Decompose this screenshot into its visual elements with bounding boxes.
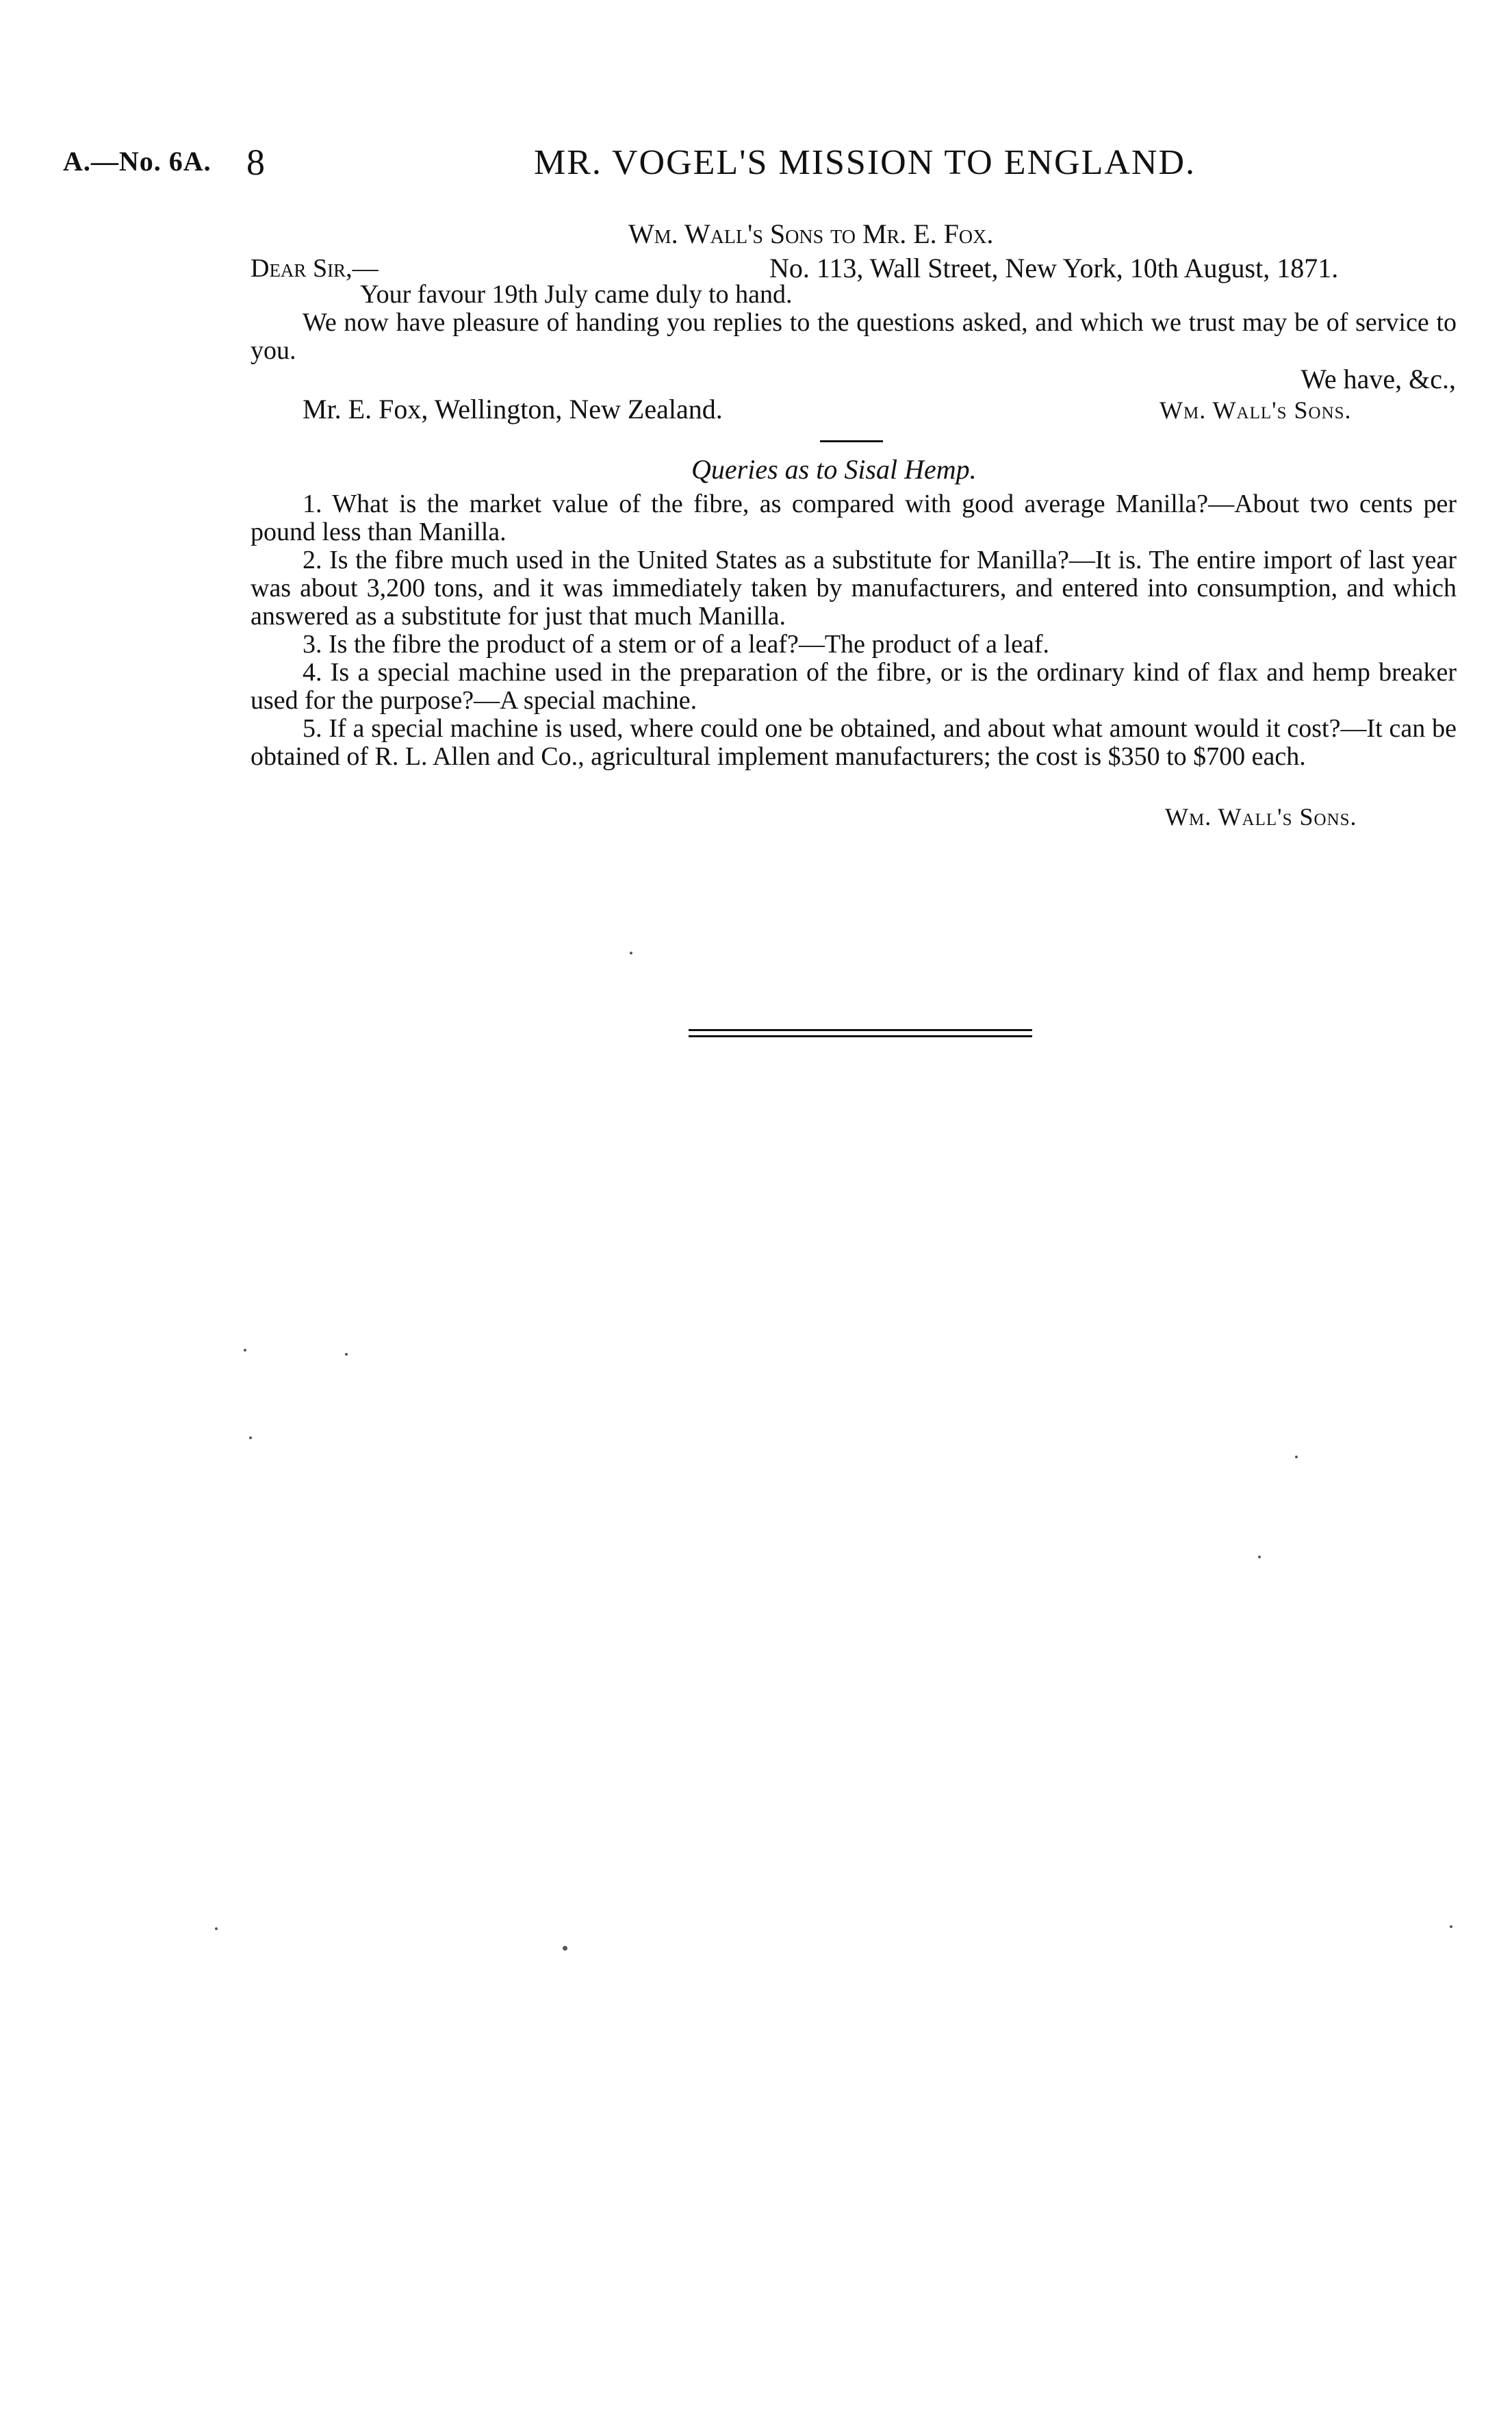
queries-title: Queries as to Sisal Hemp. <box>691 454 977 485</box>
queries-list <box>251 490 1457 771</box>
scan-speck <box>1295 1456 1298 1458</box>
scan-speck <box>1258 1556 1261 1558</box>
scan-speck <box>249 1436 252 1439</box>
letter-signature: Wm. Wall's Sons. <box>1159 396 1352 424</box>
scan-speck <box>630 952 632 954</box>
query-item: 1. What is the market value of the fibre, as compared with good average Manilla?—About two cents per pound less than Manilla. <box>251 490 1457 546</box>
letter-paragraph: Your favour 19th July came duly to hand. <box>360 280 793 309</box>
sender-address: No. 113, Wall Street, New York, 10th August, 1871. <box>769 253 1339 283</box>
letter-closing: We have, &c., <box>1300 364 1456 394</box>
letter-paragraph: We now have pleasure of handing you replies to the questions asked, and which we trust may be of service to you. <box>251 308 1457 365</box>
page-number: 8 <box>246 142 265 183</box>
letter-recipient: Mr. E. Fox, Wellington, New Zealand. <box>303 394 723 424</box>
end-rule <box>689 1029 1032 1037</box>
letter-body <box>251 281 1457 365</box>
section-divider <box>820 440 883 442</box>
query-item: 2. Is the fibre much used in the United States as a substitute for Manilla?—It is. The entire import of last year was about 3,200 tons, and it was immediately taken by manufacturers, and entered into consumption, and which answered as a substitute for just that much Manilla. <box>251 546 1457 631</box>
scan-speck <box>244 1349 246 1352</box>
query-item: 5. If a special machine is used, where could one be obtained, and about what amount would it cost?—It can be obtained of R. L. Allen and Co., agricultural implement manufacturers; the cost is $350 to $700 each. <box>251 714 1457 771</box>
running-title: MR. VOGEL'S MISSION TO ENGLAND. <box>534 143 1196 182</box>
queries-signature: Wm. Wall's Sons. <box>1165 803 1357 831</box>
scan-speck <box>1450 1925 1452 1928</box>
document-reference: A.—No. 6A. <box>63 146 212 177</box>
scan-speck <box>563 1946 567 1951</box>
scan-speck <box>345 1353 348 1356</box>
scan-speck <box>215 1927 218 1930</box>
salutation: Dear Sir,— <box>251 254 379 283</box>
query-item: 3. Is the fibre the product of a stem or of a leaf?—The product of a leaf. <box>303 630 1049 659</box>
letter-heading: Wm. Wall's Sons to Mr. E. Fox. <box>628 218 994 249</box>
query-item: 4. Is a special machine used in the preparation of the fibre, or is the ordinary kind of flax and hemp breaker used for the purpose?—A special machine. <box>251 658 1457 715</box>
